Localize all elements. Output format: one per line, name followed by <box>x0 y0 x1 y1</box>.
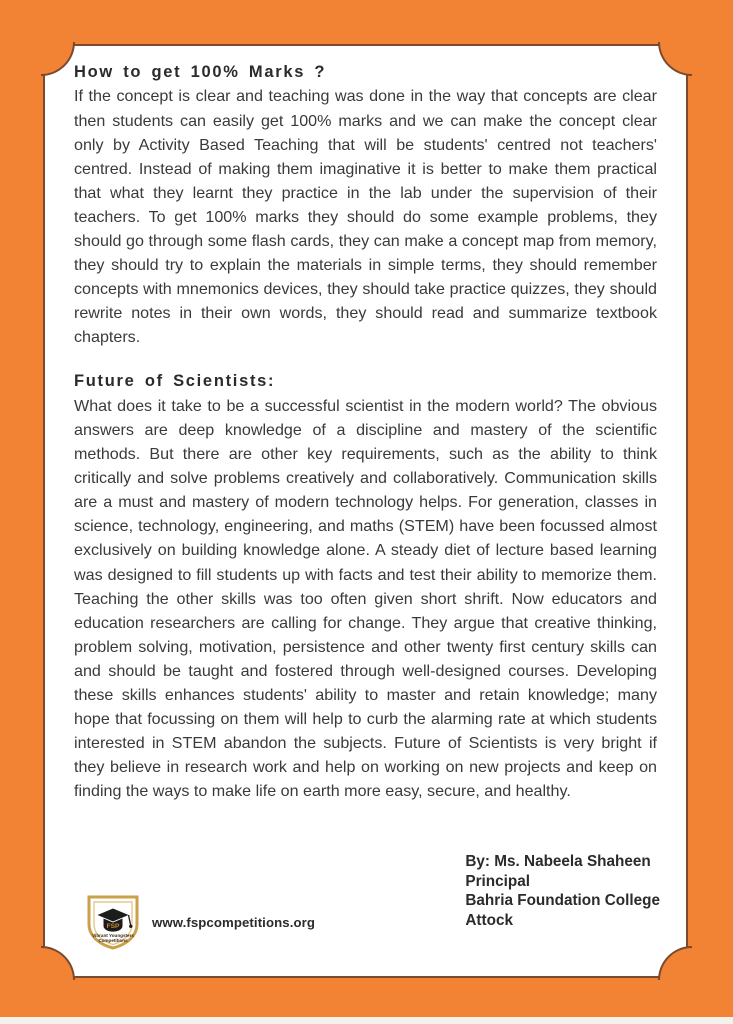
logo-tagline-line2: Competitions <box>98 938 128 943</box>
signature-city: Attock <box>465 911 513 929</box>
footer <box>74 852 666 964</box>
page-bottom-strip <box>0 1017 733 1024</box>
signature-role: Principal <box>465 872 530 890</box>
logo-tagline-line1: Vibrant Youngsters <box>92 933 134 938</box>
section-heading-marks: How to get 100% Marks ? <box>74 63 327 81</box>
brand-block <box>85 893 315 951</box>
signature-author: By: Ms. Nabeela Shaheen <box>465 853 651 870</box>
article-body <box>74 62 657 804</box>
content-sheet <box>43 44 688 978</box>
svg-text:FSP: FSP <box>106 923 120 930</box>
section-paragraph-marks: If the concept is clear and teaching was done in the way that concepts are clear then students can easily get 100% marks and we can make the concept clear only by Activity Based Teaching that will be students' centred not teachers' centred. Instead of making them imaginative it is better to make them practical that what they learnt they practice in the lab under the supervision of their teachers. To get 100% marks they should do some example problems, they should go through some flash cards, they can make a concept map from memory, they should try to explain the materials in simple terms, they should remember concepts with mnemonics devices, they should take practice quizzes, they should rewrite notes in their own words, they should read and summarize textbook chapters. <box>74 87 657 347</box>
section-paragraph-future-scientists: What does it take to be a successful scientist in the modern world? The obvious answers are deep knowledge of a discipline and mastery of the scientific methods. But there are other key requirements, such as the ability to think critically and solve problems creatively and collaboratively. Communication skills are a must and mastery of modern technology helps. For generation, classes in science, technology, engineering, and maths (STEM) have been focussed almost exclusively on building knowledge alone. A steady diet of lecture based learning was designed to fill students up with facts and test their ability to memorize them. Teaching the other skills was too often given short shrift. Now educators and education researchers are calling for change. They argue that creative thinking, problem solving, motivation, persistence and other twenty first century skills can and should be taught and fostered through well-designed courses. Developing these skills enhances students' ability to master and retain knowledge; many hope that focussing on them will help to curb the alarming rate at which students interested in STEM abandon the subjects. Future of Scientists is very bright if they believe in research work and help on working on new projects and keep on finding the ways to make life on earth more easy, secure, and healthy. <box>74 396 657 801</box>
author-signature-block <box>465 852 660 930</box>
section-heading-future-scientists: Future of Scientists: <box>74 372 276 391</box>
section-spacer <box>74 349 657 371</box>
signature-institution: Bahria Foundation College <box>465 892 660 910</box>
website-url[interactable]: www.fspcompetitions.org <box>152 914 315 930</box>
fsp-shield-logo-icon <box>85 893 141 951</box>
